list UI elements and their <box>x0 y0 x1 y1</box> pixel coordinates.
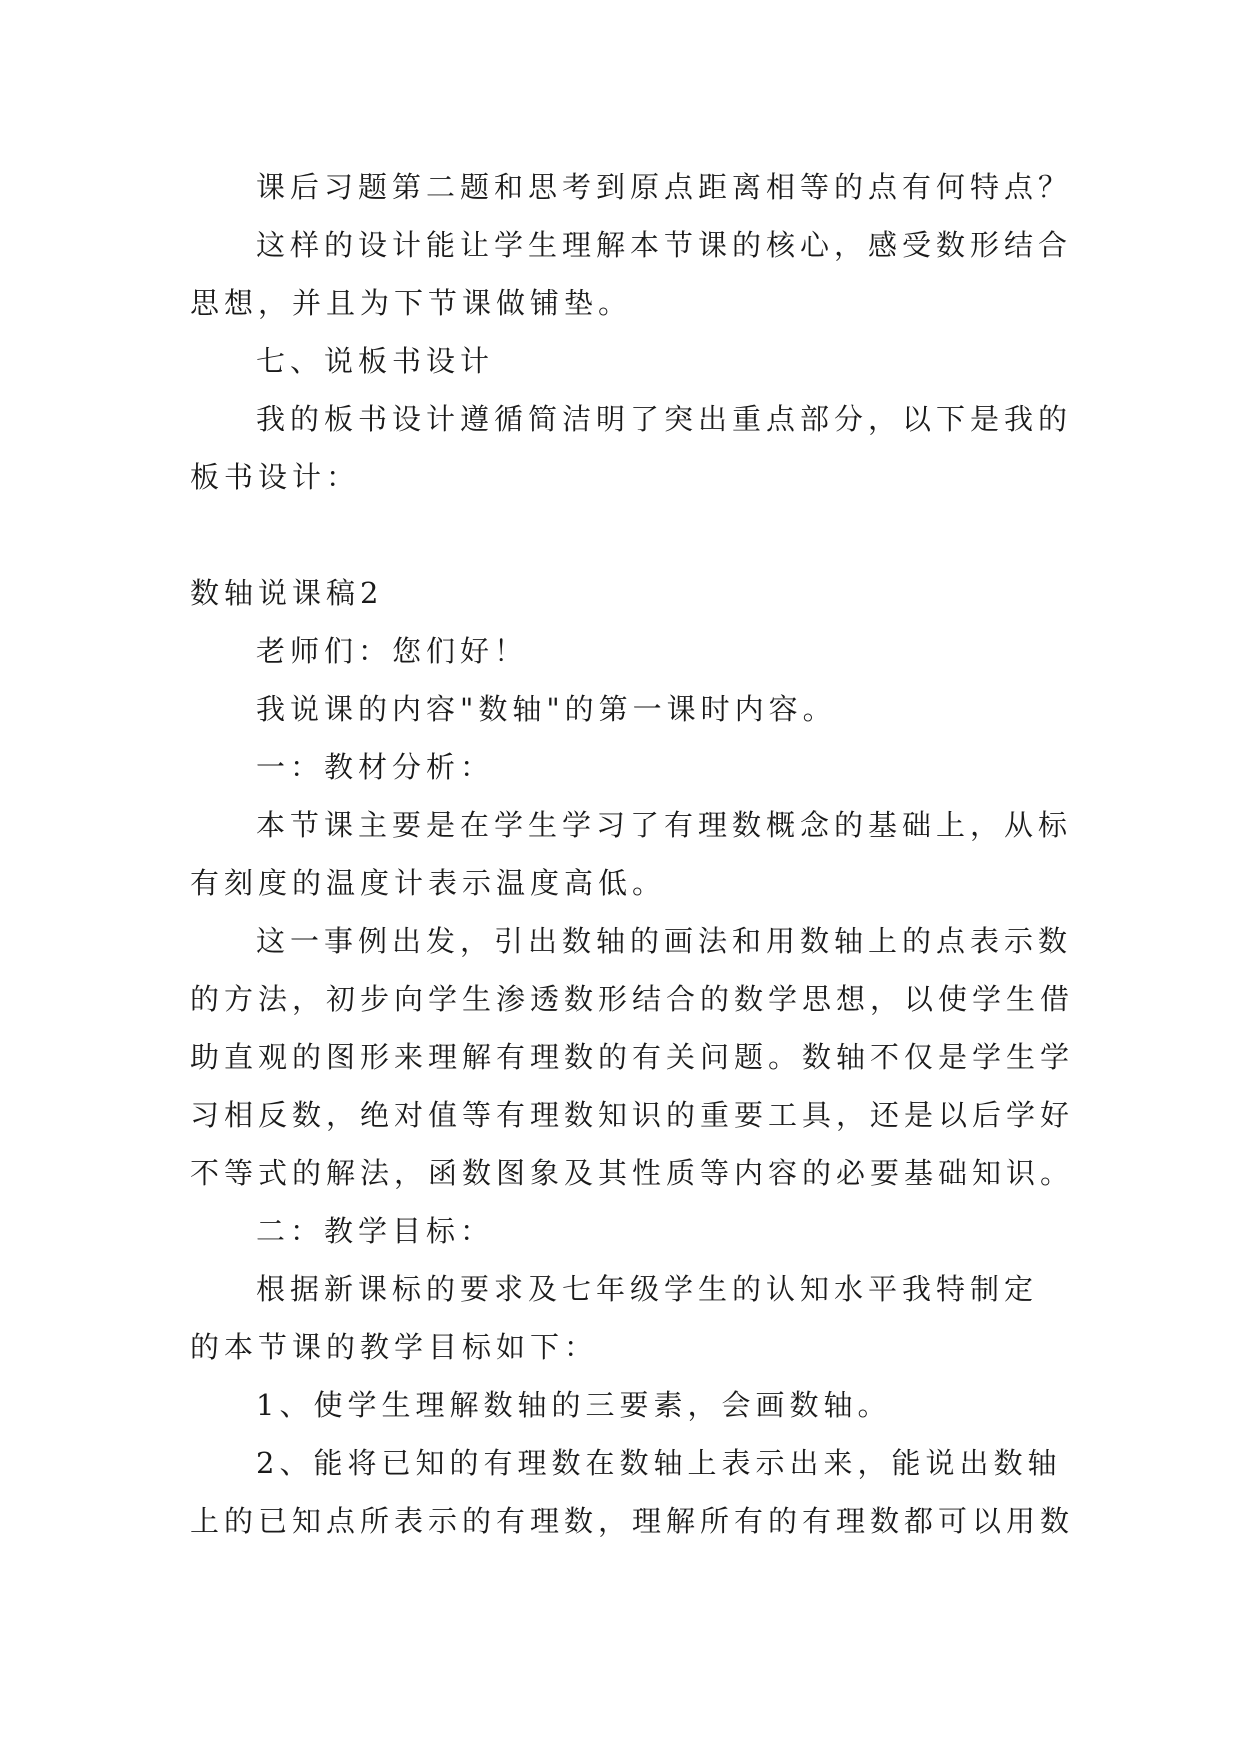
list-item: 1、使学生理解数轴的三要素，会画数轴。 <box>256 1388 892 1422</box>
text-line: 我的板书设计遵循简洁明了突出重点部分，以下是我的 <box>256 402 1073 436</box>
section-heading: 一：教材分析： <box>256 750 495 784</box>
greeting-line: 老师们：您们好！ <box>256 634 529 668</box>
section-heading: 二：教学目标： <box>256 1214 495 1248</box>
section-heading: 七、说板书设计 <box>256 344 495 378</box>
text-line: 不等式的解法，函数图象及其性质等内容的必要基础知识。 <box>190 1156 1075 1190</box>
text-line: 这样的设计能让学生理解本节课的核心，感受数形结合 <box>256 228 1073 262</box>
document-title: 数轴说课稿2 <box>190 576 384 610</box>
text-line: 的方法，初步向学生渗透数形结合的数学思想，以使学生借 <box>190 982 1075 1016</box>
text-line: 助直观的图形来理解有理数的有关问题。数轴不仅是学生学 <box>190 1040 1075 1074</box>
text-line: 有刻度的温度计表示温度高低。 <box>190 866 667 900</box>
text-line: 思想，并且为下节课做铺垫。 <box>190 286 633 320</box>
text-line: 根据新课标的要求及七年级学生的认知水平我特制定 <box>256 1272 1039 1306</box>
text-line: 板书设计： <box>190 460 361 494</box>
text-line: 的本节课的教学目标如下： <box>190 1330 599 1364</box>
text-line: 我说课的内容"数轴"的第一课时内容。 <box>256 692 837 726</box>
text-line: 习相反数，绝对值等有理数知识的重要工具，还是以后学好 <box>190 1098 1075 1132</box>
list-item: 2、能将已知的有理数在数轴上表示出来，能说出数轴 <box>256 1446 1062 1480</box>
text-line: 上的已知点所表示的有理数，理解所有的有理数都可以用数 <box>190 1504 1075 1538</box>
text-line: 这一事例出发，引出数轴的画法和用数轴上的点表示数 <box>256 924 1073 958</box>
text-line: 本节课主要是在学生学习了有理数概念的基础上，从标 <box>256 808 1073 842</box>
text-line: 课后习题第二题和思考到原点距离相等的点有何特点？ <box>256 170 1073 204</box>
